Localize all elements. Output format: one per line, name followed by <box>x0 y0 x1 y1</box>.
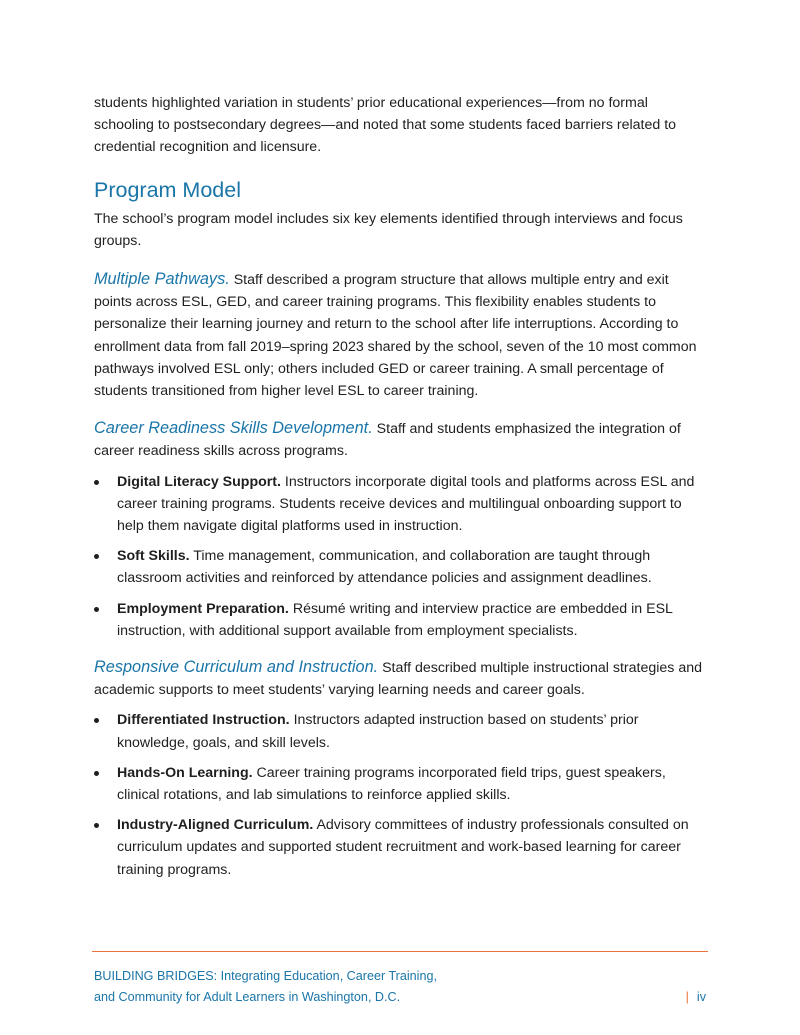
list-item-title: Soft Skills. <box>117 548 190 565</box>
list-item <box>94 709 706 753</box>
list-item <box>94 762 706 806</box>
list-item-title: Differentiated Instruction. <box>117 712 290 729</box>
list-item <box>94 814 706 881</box>
bullet-icon <box>94 771 99 776</box>
page-content <box>94 92 706 895</box>
bullet-icon <box>94 823 99 828</box>
page-number-block <box>686 987 706 1008</box>
list-item-title: Digital Literacy Support. <box>117 473 281 490</box>
list-item-text: Instructors incorporate digital tools and platforms across ESL and career training programs. Students receive devices and multilingual onboarding support to help them navigate digital platforms used in instruction. <box>117 473 695 535</box>
curriculum-list <box>94 709 706 880</box>
footer <box>94 966 706 1008</box>
career-readiness-text: Staff and students emphasized the integration of career readiness skills across programs. <box>94 421 681 460</box>
career-readiness-paragraph <box>94 417 706 462</box>
bullet-icon <box>94 718 99 723</box>
bullet-icon <box>94 554 99 559</box>
pathways-lead: Multiple Pathways. <box>94 270 230 289</box>
career-readiness-list <box>94 471 706 642</box>
curriculum-paragraph <box>94 656 706 701</box>
career-readiness-lead: Career Readiness Skills Development. <box>94 419 373 438</box>
list-item-title: Employment Preparation. <box>117 600 289 617</box>
section-heading: Program Model <box>94 177 241 202</box>
page-number-separator: | <box>685 990 689 1004</box>
pathways-paragraph <box>94 268 706 402</box>
footer-title-line-2: and Community for Adult Learners in Washington, D.C. <box>94 990 401 1004</box>
list-item-text: Advisory committees of industry professionals consulted on curriculum updates and supported student recruitment and work-based learning for career training programs. <box>117 817 689 878</box>
footer-divider <box>92 951 708 952</box>
curriculum-lead: Responsive Curriculum and Instruction. <box>94 658 379 677</box>
list-item-text: Career training programs incorporated field trips, guest speakers, clinical rotations, and lab simulations to reinforce applied skills. <box>117 764 666 804</box>
list-item-text: Time management, communication, and collaboration are taught through classroom activities and reinforced by attendance policies and assignment deadlines. <box>117 548 652 587</box>
list-item <box>94 545 706 589</box>
page-number: iv <box>696 990 706 1004</box>
list-item <box>94 471 706 538</box>
list-item-text: Instructors adapted instruction based on students’ prior knowledge, goals, and skill levels. <box>117 712 639 751</box>
footer-title-line-1: BUILDING BRIDGES: Integrating Education, Career Training, <box>94 969 437 983</box>
list-item <box>94 598 706 642</box>
bullet-icon <box>94 607 99 612</box>
list-item-title: Hands-On Learning. <box>117 764 253 781</box>
pathways-text: Staff described a program structure that allows multiple entry and exit points across ESL, GED, and career training programs. This flexibility enables students to personalize their learning journey and return to the school after life interruptions. According to enrollment data from fall 2019–spring 2023 shared by the school, seven of the 10 most common pathways involved ESL only; others included GED or career training. A small percentage of students transitioned from higher level ESL to career training. <box>94 272 697 400</box>
model-intro-paragraph: The school’s program model includes six key elements identified through interviews and focus groups. <box>94 210 683 249</box>
intro-paragraph: students highlighted variation in students’ prior educational experiences—from no formal schooling to postsecondary degrees—and noted that some students faced barriers related to credential recognition and licensure. <box>94 95 677 156</box>
curriculum-text: Staff described multiple instructional strategies and academic supports to meet students’ varying learning needs and career goals. <box>94 660 703 699</box>
bullet-icon <box>94 480 99 485</box>
list-item-text: Résumé writing and interview practice are embedded in ESL instruction, with additional support available from employment specialists. <box>117 600 673 639</box>
list-item-title: Industry-Aligned Curriculum. <box>117 817 314 834</box>
